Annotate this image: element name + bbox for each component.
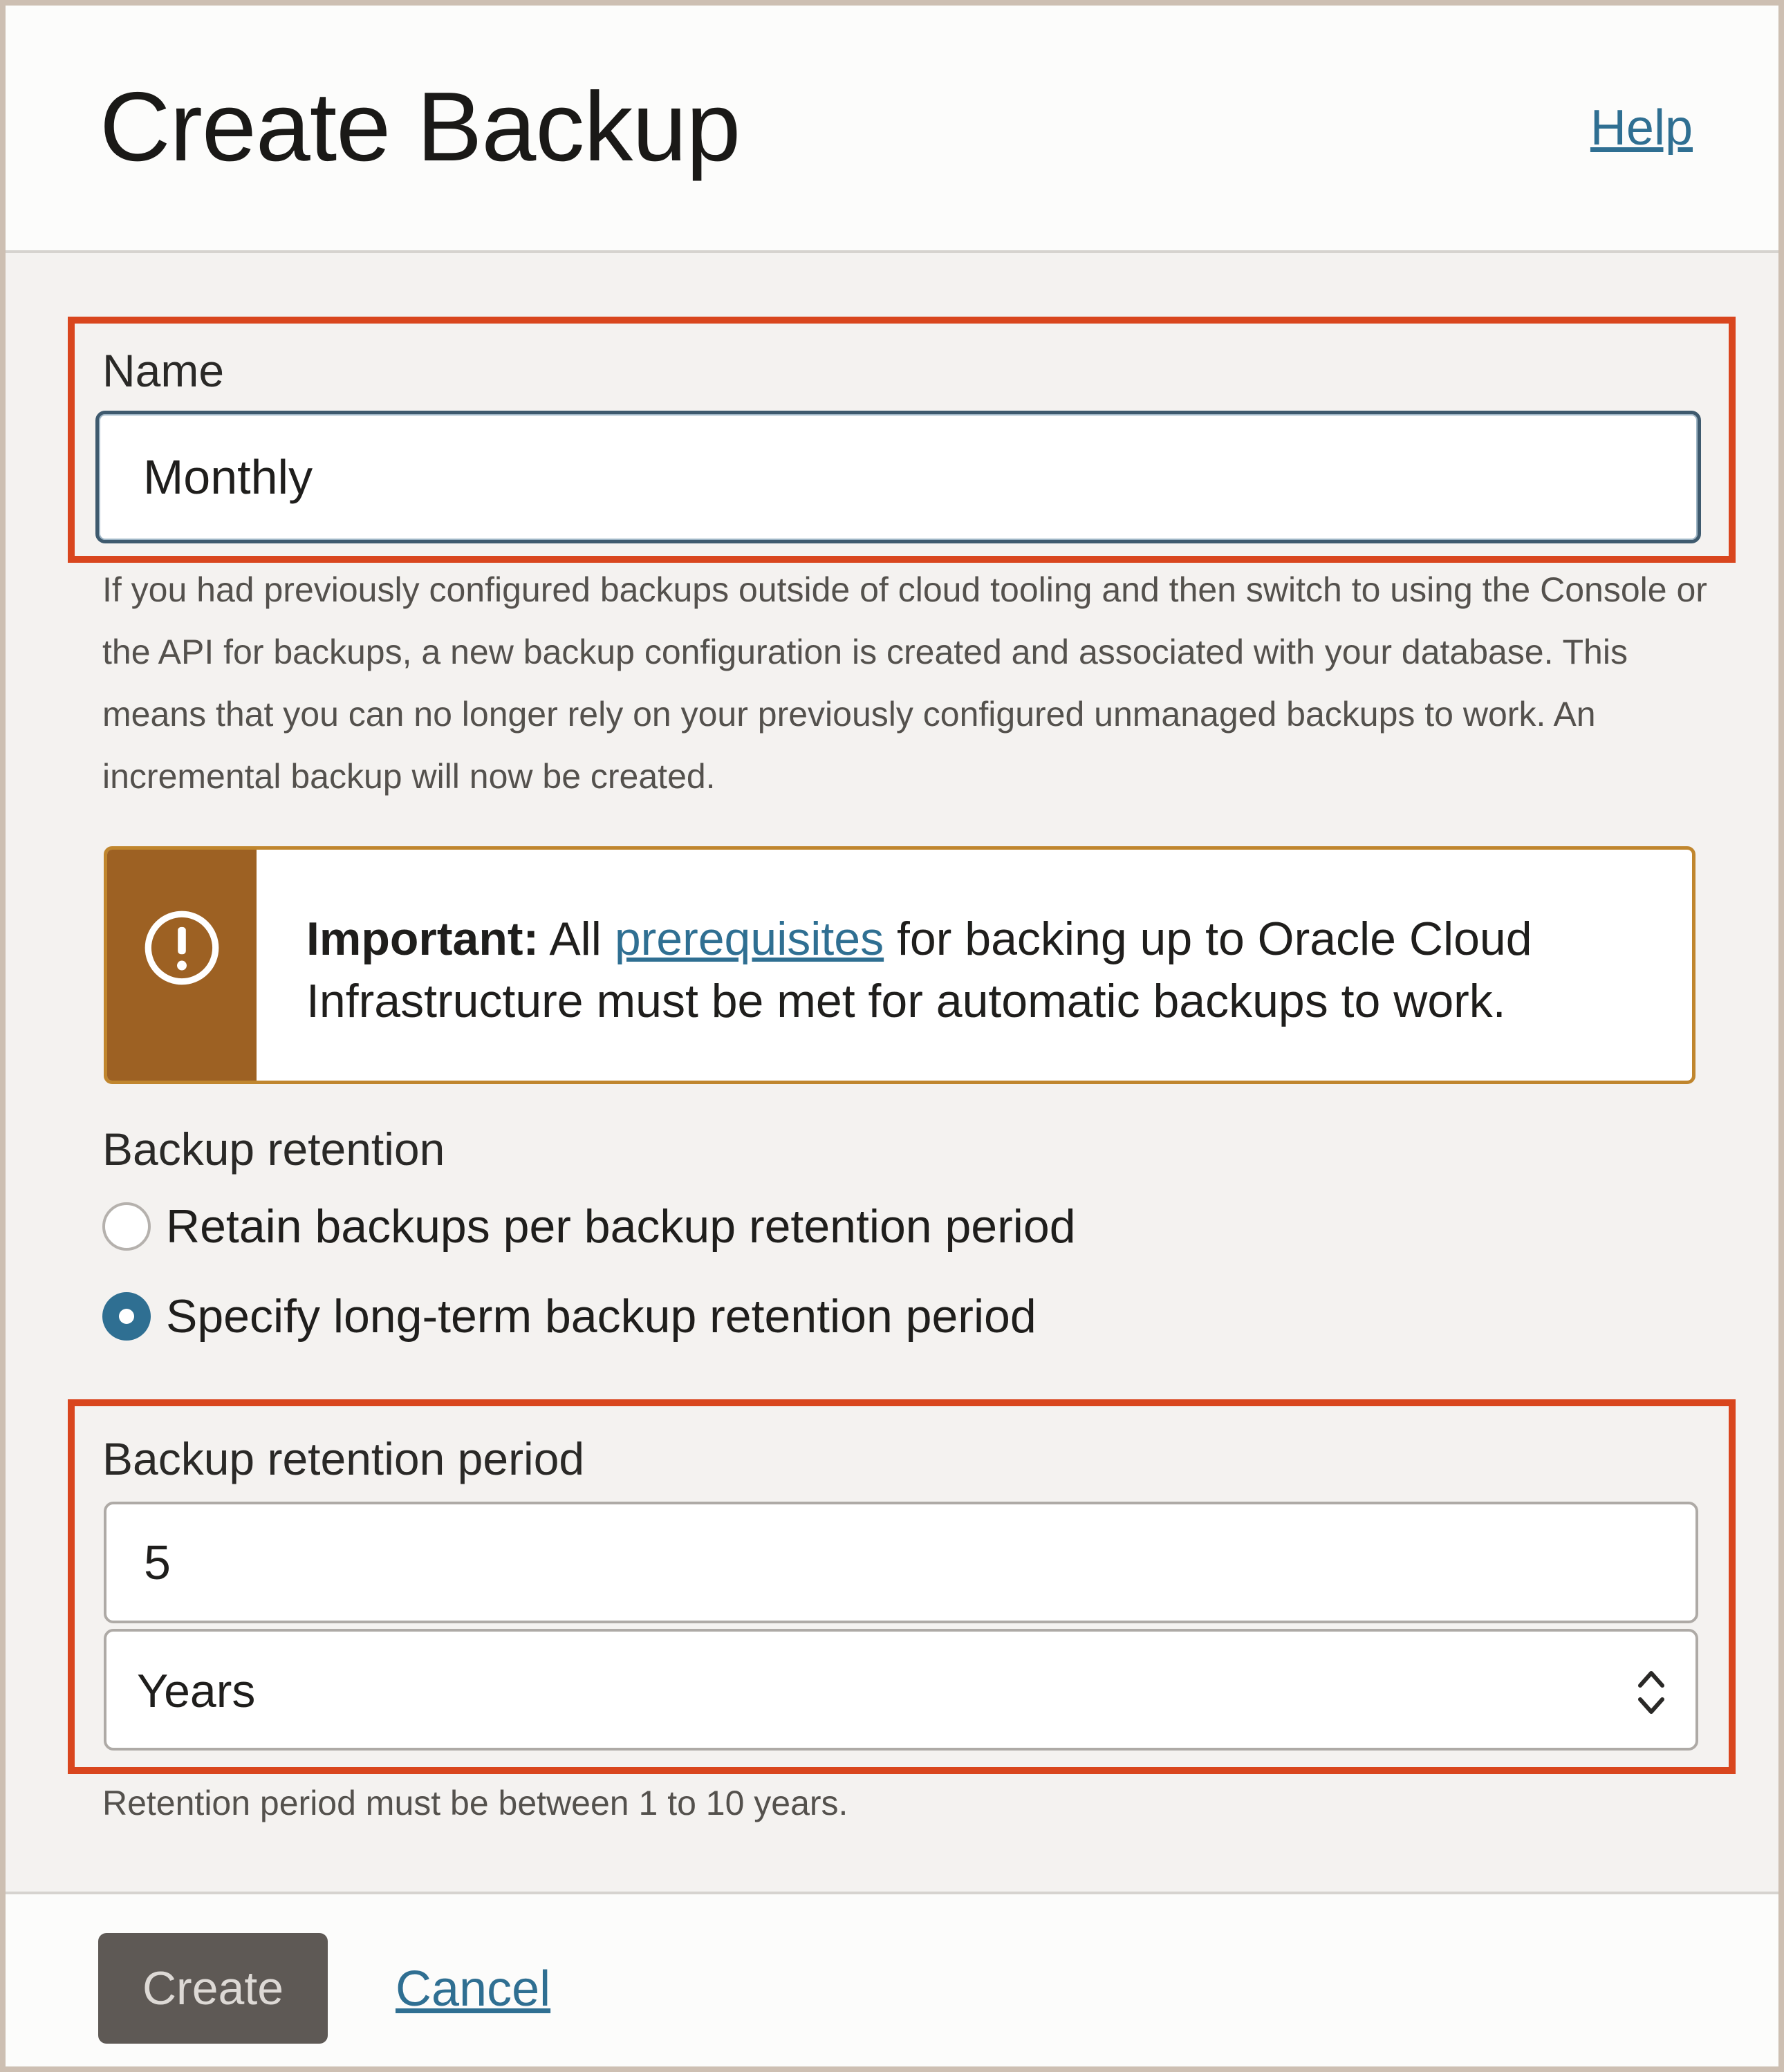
radio-label: Specify long-term backup retention period [166,1290,1037,1343]
retention-period-input[interactable] [104,1502,1698,1623]
important-notice [104,846,1695,1084]
notice-text-before-link: All [549,913,602,965]
retention-unit-select[interactable] [104,1629,1698,1751]
notice-bold-prefix: Important: [306,913,539,965]
radio-button-checked[interactable] [102,1292,151,1341]
retention-unit-value: Years [137,1665,256,1717]
name-input[interactable] [95,411,1701,543]
radio-retain-per-period[interactable] [102,1199,1076,1254]
name-label: Name [102,345,225,396]
radio-label: Retain backups per backup retention period [166,1200,1076,1253]
dialog-header [6,6,1778,253]
radio-specify-long-term[interactable] [102,1289,1037,1344]
prerequisites-link[interactable]: prerequisites [614,913,884,965]
create-button[interactable]: Create [98,1933,328,2044]
retention-period-label: Backup retention period [102,1433,585,1484]
page-title: Create Backup [100,72,741,182]
exclamation-circle-icon [142,908,222,988]
name-help-text: If you had previously configured backups outside of cloud tooling and then switch to using the Console or the API for backups, a new backup configuration is created and associated with your database. This means that you can no longer rely on your previously configured unmanaged backups to work. An incremental backup will now be created. [102,570,1707,796]
radio-button-unchecked[interactable] [102,1202,151,1251]
backup-retention-label: Backup retention [102,1123,445,1175]
help-link[interactable]: Help [1590,100,1693,156]
cancel-link[interactable]: Cancel [396,1961,551,2017]
chevron-up-down-icon [1630,1659,1672,1726]
dialog-footer [6,1892,1778,2072]
notice-accent-bar [107,850,257,1081]
notice-message [306,908,1675,1032]
retention-help-text: Retention period must be between 1 to 10 years. [102,1784,848,1822]
notice-text-after-link: for backing up to Oracle Cloud Infrastructure must be met for automatic backups to work. [306,913,1532,1027]
